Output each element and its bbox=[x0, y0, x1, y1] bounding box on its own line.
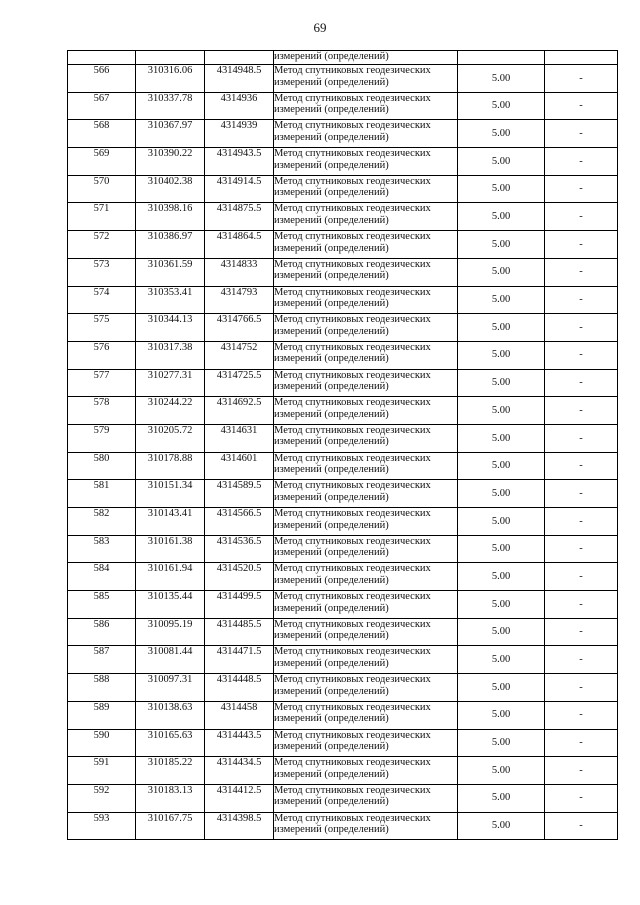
cell-accuracy: 5.00 bbox=[458, 92, 545, 120]
cell-method bbox=[274, 452, 458, 480]
cell-x: 310367.97 bbox=[136, 120, 205, 148]
method-line: Метод спутниковых геодезических bbox=[274, 812, 431, 824]
cell-accuracy: 5.00 bbox=[458, 784, 545, 812]
method-line: Метод спутниковых геодезических bbox=[274, 784, 431, 796]
cell-num: 577 bbox=[68, 369, 136, 397]
cell-num: 580 bbox=[68, 452, 136, 480]
cell-y: 4314566.5 bbox=[205, 508, 274, 536]
table-row bbox=[68, 397, 618, 425]
table-row bbox=[68, 729, 618, 757]
method-line: Метод спутниковых геодезических bbox=[274, 646, 431, 658]
method-line: измерений (определений) bbox=[274, 187, 389, 199]
cell-y: 4314471.5 bbox=[205, 646, 274, 674]
table-row bbox=[68, 148, 618, 176]
cell-note: - bbox=[545, 258, 618, 286]
cell-x: 310316.06 bbox=[136, 65, 205, 93]
cell-method bbox=[274, 397, 458, 425]
cell-method bbox=[274, 341, 458, 369]
cell-y: 4314601 bbox=[205, 452, 274, 480]
cell-x: 310097.31 bbox=[136, 674, 205, 702]
cell-y: 4314833 bbox=[205, 258, 274, 286]
cell-accuracy: 5.00 bbox=[458, 65, 545, 93]
method-line: измерений (определений) bbox=[274, 657, 389, 669]
cell-x: 310205.72 bbox=[136, 424, 205, 452]
cell-note: - bbox=[545, 452, 618, 480]
cell-accuracy: 5.00 bbox=[458, 618, 545, 646]
method-line: Метод спутниковых геодезических bbox=[274, 397, 431, 409]
cell-y: 4314766.5 bbox=[205, 314, 274, 342]
cell-method bbox=[274, 535, 458, 563]
method-line: Метод спутниковых геодезических bbox=[274, 424, 431, 436]
cell-accuracy: 5.00 bbox=[458, 452, 545, 480]
cell-num: 579 bbox=[68, 424, 136, 452]
cell-y: 4314725.5 bbox=[205, 369, 274, 397]
cell-method bbox=[274, 286, 458, 314]
table-row bbox=[68, 258, 618, 286]
cell-accuracy: 5.00 bbox=[458, 231, 545, 259]
method-line: измерений (определений) bbox=[274, 436, 389, 448]
cell-y: 4314943.5 bbox=[205, 148, 274, 176]
cell-y: 4314412.5 bbox=[205, 784, 274, 812]
cell-x: 310344.13 bbox=[136, 314, 205, 342]
cell-x: 310183.13 bbox=[136, 784, 205, 812]
method-line: Метод спутниковых геодезических bbox=[274, 480, 431, 492]
method-line: измерений (определений) bbox=[274, 741, 389, 753]
cell-x: 310167.75 bbox=[136, 812, 205, 840]
method-line: измерений (определений) bbox=[274, 519, 389, 531]
cell-note: - bbox=[545, 784, 618, 812]
table-row bbox=[68, 286, 618, 314]
cell-y: 4314485.5 bbox=[205, 618, 274, 646]
cell-num: 569 bbox=[68, 148, 136, 176]
cell-num: 592 bbox=[68, 784, 136, 812]
method-line: измерений (определений) bbox=[274, 574, 389, 586]
cell-method bbox=[274, 508, 458, 536]
cell-accuracy: 5.00 bbox=[458, 148, 545, 176]
cell-num: 566 bbox=[68, 65, 136, 93]
cell-method bbox=[274, 65, 458, 93]
cell-num: 584 bbox=[68, 563, 136, 591]
cell-num: 581 bbox=[68, 480, 136, 508]
cell-note: - bbox=[545, 812, 618, 840]
table-row bbox=[68, 314, 618, 342]
cell-y: 4314589.5 bbox=[205, 480, 274, 508]
method-line: измерений (определений) bbox=[274, 104, 389, 116]
cell-y: 4314520.5 bbox=[205, 563, 274, 591]
method-line: измерений (определений) bbox=[274, 325, 389, 337]
method-line: Метод спутниковых геодезических bbox=[274, 618, 431, 630]
method-line: Метод спутниковых геодезических bbox=[274, 701, 431, 713]
page-number: 69 bbox=[313, 20, 327, 35]
cell-note: - bbox=[545, 591, 618, 619]
cell-num: 578 bbox=[68, 397, 136, 425]
cell-y: 4314864.5 bbox=[205, 231, 274, 259]
cell-num: 586 bbox=[68, 618, 136, 646]
table-row bbox=[68, 674, 618, 702]
cell-method bbox=[274, 92, 458, 120]
method-line: измерений (определений) bbox=[274, 76, 389, 88]
cell-note: - bbox=[545, 508, 618, 536]
cell-accuracy: 5.00 bbox=[458, 341, 545, 369]
method-line: измерений (определений) bbox=[274, 159, 389, 171]
cell-accuracy: 5.00 bbox=[458, 120, 545, 148]
method-line: измерений (определений) bbox=[274, 381, 389, 393]
method-line: Метод спутниковых геодезических bbox=[274, 148, 431, 160]
cell-x: 310135.44 bbox=[136, 591, 205, 619]
cell-note: - bbox=[545, 148, 618, 176]
cell-y: 4314499.5 bbox=[205, 591, 274, 619]
method-line: Метод спутниковых геодезических bbox=[274, 175, 431, 187]
table-row bbox=[68, 618, 618, 646]
cell-num: 575 bbox=[68, 314, 136, 342]
cell-note bbox=[545, 51, 618, 65]
method-line: измерений (определений) bbox=[274, 630, 389, 642]
cell-note: - bbox=[545, 341, 618, 369]
cell-accuracy: 5.00 bbox=[458, 535, 545, 563]
method-line: измерений (определений) bbox=[274, 547, 389, 559]
method-line: измерений (определений) bbox=[274, 491, 389, 503]
cell-num: 590 bbox=[68, 729, 136, 757]
cell-x: 310143.41 bbox=[136, 508, 205, 536]
cell-y: 4314448.5 bbox=[205, 674, 274, 702]
cell-x bbox=[136, 51, 205, 65]
cell-method bbox=[274, 175, 458, 203]
cell-method bbox=[274, 480, 458, 508]
method-line: Метод спутниковых геодезических bbox=[274, 369, 431, 381]
cell-method bbox=[274, 591, 458, 619]
cell-x: 310390.22 bbox=[136, 148, 205, 176]
cell-note: - bbox=[545, 397, 618, 425]
coordinates-table bbox=[67, 50, 618, 840]
method-line: Метод спутниковых геодезических bbox=[274, 231, 431, 243]
cell-x: 310095.19 bbox=[136, 618, 205, 646]
cell-method bbox=[274, 148, 458, 176]
cell-num: 582 bbox=[68, 508, 136, 536]
table-row bbox=[68, 535, 618, 563]
cell-method bbox=[274, 674, 458, 702]
cell-x: 310402.38 bbox=[136, 175, 205, 203]
method-line: измерений (определений) bbox=[274, 685, 389, 697]
cell-accuracy: 5.00 bbox=[458, 729, 545, 757]
method-line: измерений (определений) bbox=[274, 824, 389, 836]
cell-method bbox=[274, 646, 458, 674]
cell-method bbox=[274, 424, 458, 452]
method-line: измерений (определений) bbox=[274, 796, 389, 808]
cell-accuracy: 5.00 bbox=[458, 424, 545, 452]
method-line: Метод спутниковых геодезических bbox=[274, 92, 431, 104]
cell-note: - bbox=[545, 92, 618, 120]
cell-accuracy: 5.00 bbox=[458, 563, 545, 591]
method-line: Метод спутниковых геодезических bbox=[274, 258, 431, 270]
table-body bbox=[68, 51, 618, 840]
method-line: измерений (определений) bbox=[274, 602, 389, 614]
cell-x: 310353.41 bbox=[136, 286, 205, 314]
method-line: измерений (определений) bbox=[274, 131, 389, 143]
cell-y: 4314939 bbox=[205, 120, 274, 148]
cell-x: 310185.22 bbox=[136, 757, 205, 785]
cell-y: 4314692.5 bbox=[205, 397, 274, 425]
cell-num: 583 bbox=[68, 535, 136, 563]
cell-x: 310361.59 bbox=[136, 258, 205, 286]
cell-accuracy: 5.00 bbox=[458, 757, 545, 785]
table-row bbox=[68, 757, 618, 785]
method-line: измерений (определений) bbox=[274, 270, 389, 282]
cell-y: 4314536.5 bbox=[205, 535, 274, 563]
cell-accuracy: 5.00 bbox=[458, 646, 545, 674]
table-row bbox=[68, 784, 618, 812]
cell-y: 4314398.5 bbox=[205, 812, 274, 840]
cell-note: - bbox=[545, 314, 618, 342]
cell-note: - bbox=[545, 674, 618, 702]
cell-num: 568 bbox=[68, 120, 136, 148]
cell-num: 572 bbox=[68, 231, 136, 259]
cell-note: - bbox=[545, 286, 618, 314]
cell-accuracy: 5.00 bbox=[458, 508, 545, 536]
method-line: Метод спутниковых геодезических bbox=[274, 65, 431, 76]
cell-accuracy bbox=[458, 51, 545, 65]
table-row bbox=[68, 452, 618, 480]
cell-note: - bbox=[545, 369, 618, 397]
cell-note: - bbox=[545, 729, 618, 757]
method-line: измерений (определений) bbox=[274, 242, 389, 254]
method-line: измерений (определений) bbox=[274, 408, 389, 420]
cell-method bbox=[274, 314, 458, 342]
cell-accuracy: 5.00 bbox=[458, 286, 545, 314]
table-row bbox=[68, 203, 618, 231]
cell-method bbox=[274, 369, 458, 397]
table-row bbox=[68, 508, 618, 536]
table-row bbox=[68, 175, 618, 203]
cell-accuracy: 5.00 bbox=[458, 591, 545, 619]
method-line: измерений (определений) bbox=[274, 298, 389, 310]
cell-method bbox=[274, 784, 458, 812]
cell-num: 587 bbox=[68, 646, 136, 674]
cell-accuracy: 5.00 bbox=[458, 812, 545, 840]
cell-y: 4314793 bbox=[205, 286, 274, 314]
table-row bbox=[68, 701, 618, 729]
cell-num: 571 bbox=[68, 203, 136, 231]
cell-accuracy: 5.00 bbox=[458, 369, 545, 397]
method-line: измерений (определений) bbox=[274, 464, 389, 476]
cell-method bbox=[274, 757, 458, 785]
table-row bbox=[68, 341, 618, 369]
cell-note: - bbox=[545, 646, 618, 674]
cell-y: 4314752 bbox=[205, 341, 274, 369]
cell-x: 310337.78 bbox=[136, 92, 205, 120]
table-row bbox=[68, 424, 618, 452]
method-line: измерений (определений) bbox=[274, 768, 389, 780]
cell-num: 593 bbox=[68, 812, 136, 840]
cell-x: 310151.34 bbox=[136, 480, 205, 508]
method-line: измерений (определений) bbox=[274, 713, 389, 725]
cell-method bbox=[274, 231, 458, 259]
cell-note: - bbox=[545, 757, 618, 785]
cell-method bbox=[274, 812, 458, 840]
cell-num: 588 bbox=[68, 674, 136, 702]
table-row bbox=[68, 231, 618, 259]
cell-num: 574 bbox=[68, 286, 136, 314]
cell-y: 4314875.5 bbox=[205, 203, 274, 231]
method-line: Метод спутниковых геодезических bbox=[274, 203, 431, 215]
cell-x: 310398.16 bbox=[136, 203, 205, 231]
cell-note: - bbox=[545, 424, 618, 452]
cell-note: - bbox=[545, 563, 618, 591]
method-line: Метод спутниковых геодезических bbox=[274, 286, 431, 298]
cell-note: - bbox=[545, 231, 618, 259]
table-row bbox=[68, 92, 618, 120]
method-line: Метод спутниковых геодезических bbox=[274, 341, 431, 353]
cell-method: измерений (определений) bbox=[274, 51, 458, 65]
cell-num: 573 bbox=[68, 258, 136, 286]
continuation-row bbox=[68, 51, 618, 65]
table-row bbox=[68, 591, 618, 619]
cell-y: 4314948.5 bbox=[205, 65, 274, 93]
cell-y: 4314631 bbox=[205, 424, 274, 452]
cell-x: 310178.88 bbox=[136, 452, 205, 480]
table-row bbox=[68, 563, 618, 591]
method-line: Метод спутниковых геодезических bbox=[274, 674, 431, 686]
cell-num: 567 bbox=[68, 92, 136, 120]
method-line: Метод спутниковых геодезических bbox=[274, 508, 431, 519]
cell-note: - bbox=[545, 618, 618, 646]
cell-x: 310244.22 bbox=[136, 397, 205, 425]
cell-method bbox=[274, 729, 458, 757]
cell-accuracy: 5.00 bbox=[458, 314, 545, 342]
method-line: Метод спутниковых геодезических bbox=[274, 535, 431, 547]
cell-accuracy: 5.00 bbox=[458, 203, 545, 231]
method-line: Метод спутниковых геодезических bbox=[274, 120, 431, 132]
cell-y: 4314443.5 bbox=[205, 729, 274, 757]
cell-num: 570 bbox=[68, 175, 136, 203]
cell-method bbox=[274, 203, 458, 231]
cell-x: 310081.44 bbox=[136, 646, 205, 674]
cell-num: 589 bbox=[68, 701, 136, 729]
method-line: Метод спутниковых геодезических bbox=[274, 757, 431, 769]
method-line: Метод спутниковых геодезических bbox=[274, 314, 431, 326]
cell-y: 4314914.5 bbox=[205, 175, 274, 203]
cell-y: 4314458 bbox=[205, 701, 274, 729]
method-line: Метод спутниковых геодезических bbox=[274, 452, 431, 464]
table-row bbox=[68, 120, 618, 148]
cell-note: - bbox=[545, 175, 618, 203]
cell-num: 591 bbox=[68, 757, 136, 785]
table-row bbox=[68, 480, 618, 508]
cell-method bbox=[274, 258, 458, 286]
cell-y: 4314434.5 bbox=[205, 757, 274, 785]
cell-accuracy: 5.00 bbox=[458, 397, 545, 425]
cell-method bbox=[274, 618, 458, 646]
method-line: Метод спутниковых геодезических bbox=[274, 729, 431, 741]
method-line: Метод спутниковых геодезических bbox=[274, 591, 431, 603]
cell-num bbox=[68, 51, 136, 65]
cell-note: - bbox=[545, 480, 618, 508]
method-line: Метод спутниковых геодезических bbox=[274, 563, 431, 575]
cell-accuracy: 5.00 bbox=[458, 480, 545, 508]
cell-note: - bbox=[545, 120, 618, 148]
cell-x: 310386.97 bbox=[136, 231, 205, 259]
cell-x: 310161.94 bbox=[136, 563, 205, 591]
cell-accuracy: 5.00 bbox=[458, 175, 545, 203]
cell-note: - bbox=[545, 701, 618, 729]
table-row bbox=[68, 65, 618, 93]
cell-x: 310277.31 bbox=[136, 369, 205, 397]
cell-note: - bbox=[545, 65, 618, 93]
cell-method bbox=[274, 701, 458, 729]
cell-note: - bbox=[545, 203, 618, 231]
cell-method bbox=[274, 563, 458, 591]
cell-y bbox=[205, 51, 274, 65]
cell-num: 585 bbox=[68, 591, 136, 619]
cell-x: 310161.38 bbox=[136, 535, 205, 563]
method-line: измерений (определений) bbox=[274, 353, 389, 365]
table-row bbox=[68, 646, 618, 674]
cell-x: 310138.63 bbox=[136, 701, 205, 729]
cell-accuracy: 5.00 bbox=[458, 258, 545, 286]
method-line: измерений (определений) bbox=[274, 214, 389, 226]
cell-x: 310165.63 bbox=[136, 729, 205, 757]
table-row bbox=[68, 812, 618, 840]
cell-note: - bbox=[545, 535, 618, 563]
table-row bbox=[68, 369, 618, 397]
cell-y: 4314936 bbox=[205, 92, 274, 120]
cell-accuracy: 5.00 bbox=[458, 674, 545, 702]
cell-accuracy: 5.00 bbox=[458, 701, 545, 729]
cell-num: 576 bbox=[68, 341, 136, 369]
cell-x: 310317.38 bbox=[136, 341, 205, 369]
cell-method bbox=[274, 120, 458, 148]
